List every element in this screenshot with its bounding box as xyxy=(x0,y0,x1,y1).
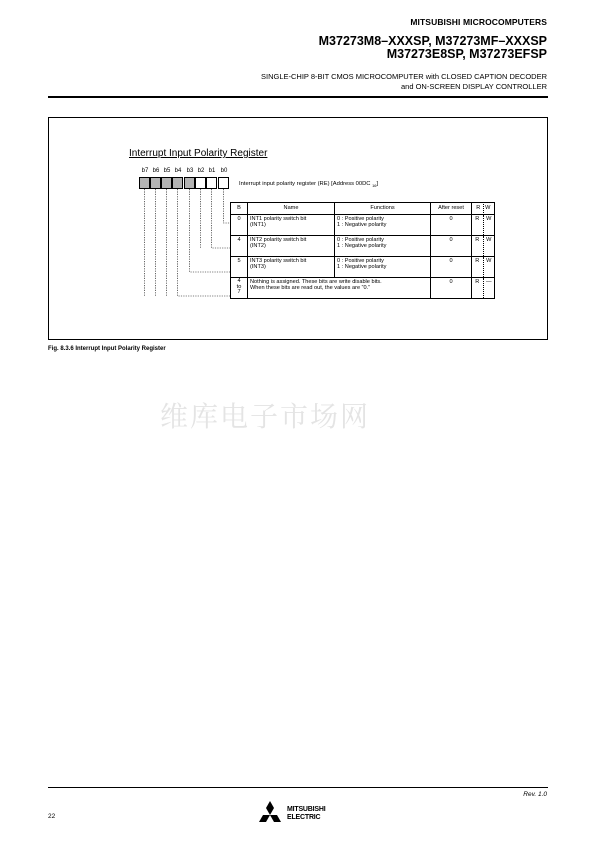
row-w: — xyxy=(485,279,492,285)
bit-label-b2: b2 xyxy=(197,168,205,174)
row-name-line2: (INT1) xyxy=(250,222,266,229)
logo-line-2: ELECTRIC xyxy=(287,814,321,821)
row-name-line1: INT1 polarity switch bit xyxy=(250,216,307,222)
register-bit-table xyxy=(230,202,495,299)
row-r: R xyxy=(475,258,480,264)
subtitle-line-2: and ON-SCREEN DISPLAY CONTROLLER xyxy=(400,82,547,91)
row-rw xyxy=(472,278,495,299)
row-r: R xyxy=(475,279,480,285)
leader-b5 xyxy=(190,189,231,272)
table-header-row xyxy=(231,203,495,215)
row-func-line2: 1 : Negative polarity xyxy=(337,222,387,229)
row-name xyxy=(248,257,335,278)
logo-line-1: MITSUBISHI xyxy=(287,806,326,813)
table-row xyxy=(231,257,495,278)
row-func-line1: 0 : Positive polarity xyxy=(337,258,384,264)
row-func-line1: 0 : Positive polarity xyxy=(337,216,384,222)
page-number: 22 xyxy=(48,813,56,820)
row-func-line2: 1 : Negative polarity xyxy=(337,264,387,271)
row-bit-to: 7 xyxy=(237,289,241,296)
row-r: R xyxy=(475,216,480,222)
bit-label-b4: b4 xyxy=(174,168,182,174)
col-header-w: W xyxy=(485,205,491,211)
col-header-name: Name xyxy=(248,203,335,215)
model-line-2: M37273E8SP, M37273EFSP xyxy=(386,47,547,61)
row-w: W xyxy=(486,216,492,222)
row-bit-range xyxy=(231,278,248,299)
row-r: R xyxy=(475,237,480,243)
table-row xyxy=(231,215,495,236)
row-functions xyxy=(335,236,431,257)
revision-label: Rev. 1.0 xyxy=(523,791,547,798)
row-name-line2: (INT3) xyxy=(250,264,266,271)
row-rw xyxy=(472,236,495,257)
col-header-r: R xyxy=(476,205,481,211)
company-header: MITSUBISHI MICROCOMPUTERS xyxy=(410,17,547,27)
register-desc-end: ] xyxy=(376,181,379,187)
row-functions xyxy=(335,215,431,236)
row-bit-to-word: to xyxy=(236,283,242,290)
leader-b4 xyxy=(212,189,231,248)
row-bit: 5 xyxy=(231,257,248,278)
row-functions xyxy=(335,257,431,278)
bit-label-b3: b3 xyxy=(186,168,194,174)
figure-caption: Fig. 8.3.6 Interrupt Input Polarity Register xyxy=(48,346,166,352)
mitsubishi-logo-icon xyxy=(255,801,285,828)
row-rw xyxy=(472,257,495,278)
col-header-functions: Functions xyxy=(335,203,431,215)
register-desc-text: Interrupt input polarity register (RE) [Address 00DC xyxy=(239,181,371,187)
row-name-line1: INT3 polarity switch bit xyxy=(250,258,307,264)
col-header-rw xyxy=(472,203,495,215)
row-func-line2: 1 : Negative polarity xyxy=(337,243,387,250)
bit-label-b7: b7 xyxy=(141,168,149,174)
table-row xyxy=(231,278,495,299)
row-w: W xyxy=(486,237,492,243)
row-rw xyxy=(472,215,495,236)
bit-label-b6: b6 xyxy=(152,168,160,174)
row-bit-from: 4 xyxy=(237,278,241,284)
row-name xyxy=(248,215,335,236)
footer-divider xyxy=(48,787,548,788)
table-row xyxy=(231,236,495,257)
row-after-reset: 0 xyxy=(431,257,472,278)
row-name xyxy=(248,236,335,257)
row-bit: 4 xyxy=(231,236,248,257)
subtitle-line-1: SINGLE-CHIP 8-BIT CMOS MICROCOMPUTER with CLOSED CAPTION DECODER xyxy=(260,72,547,81)
row-bit: 0 xyxy=(231,215,248,236)
row-w: W xyxy=(486,258,492,264)
row-name-line2: (INT2) xyxy=(250,243,266,250)
row-after-reset: 0 xyxy=(431,236,472,257)
bit-label-b1: b1 xyxy=(208,168,216,174)
row-after-reset: 0 xyxy=(431,278,472,299)
register-title: Interrupt Input Polarity Register xyxy=(129,148,268,159)
register-desc-subscript: 16 xyxy=(372,183,377,189)
model-line-1: M37273M8–XXXSP, M37273MF–XXXSP xyxy=(318,34,547,48)
row-description xyxy=(248,278,431,299)
col-header-bit: B xyxy=(231,203,248,215)
row-name-line1: INT2 polarity switch bit xyxy=(250,237,307,243)
row-desc-line1: Nothing is assigned. These bits are write disable bits. xyxy=(250,279,382,285)
row-after-reset: 0 xyxy=(431,215,472,236)
col-header-after-reset: After reset xyxy=(431,203,472,215)
leader-b4-7 xyxy=(178,189,231,296)
row-func-line1: 0 : Positive polarity xyxy=(337,237,384,243)
company-logo-text xyxy=(287,806,325,822)
bit-label-b0: b0 xyxy=(220,168,228,174)
bit-label-b5: b5 xyxy=(163,168,171,174)
row-desc-line2: When these bits are read out, the values are “0.” xyxy=(250,285,371,292)
watermark: 维库电子市场网 xyxy=(160,400,371,433)
